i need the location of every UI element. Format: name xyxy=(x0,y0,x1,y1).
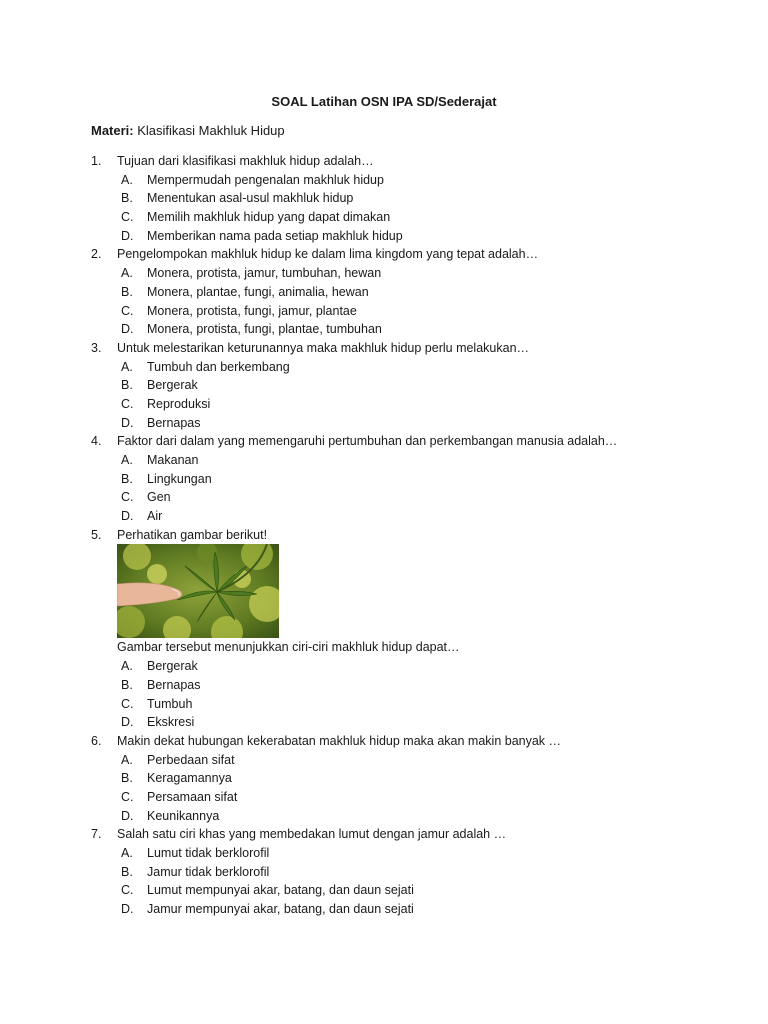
question-6 xyxy=(91,732,711,825)
option-b: B. Keragamannya xyxy=(121,771,232,786)
option-d: D. Jamur mempunyai akar, batang, dan daun sejati xyxy=(121,902,414,917)
question-2 xyxy=(91,245,711,338)
option-c: C. Monera, protista, fungi, jamur, plantae xyxy=(121,303,357,318)
question-caption: Gambar tersebut menunjukkan ciri-ciri makhluk hidup dapat… xyxy=(117,640,460,655)
option-b: B. Monera, plantae, fungi, animalia, hewan xyxy=(121,284,369,299)
question-text: Untuk melestarikan keturunannya maka makhluk hidup perlu melakukan… xyxy=(117,340,530,355)
question-number: 4. xyxy=(91,434,102,449)
option-b: B. Lingkungan xyxy=(121,471,212,486)
leaf-finger-image xyxy=(117,544,279,638)
option-d: D. Ekskresi xyxy=(121,715,195,730)
question-4 xyxy=(91,432,711,525)
question-text: Salah satu ciri khas yang membedakan lumut dengan jamur adalah … xyxy=(117,827,507,842)
question-number: 3. xyxy=(91,340,102,355)
option-b: B. Menentukan asal-usul makhluk hidup xyxy=(121,191,354,206)
question-text: Pengelompokan makhluk hidup ke dalam lima kingdom yang tepat adalah… xyxy=(117,247,539,262)
question-list xyxy=(91,152,711,919)
option-c: C. Lumut mempunyai akar, batang, dan daun sejati xyxy=(121,883,414,898)
option-a: A. Perbedaan sifat xyxy=(121,752,235,767)
page-title: SOAL Latihan OSN IPA SD/Sederajat xyxy=(271,94,497,109)
option-a: A. Bergerak xyxy=(121,659,198,674)
option-c: C. Memilih makhluk hidup yang dapat dimakan xyxy=(121,210,391,225)
option-a: A. Monera, protista, jamur, tumbuhan, hewan xyxy=(121,266,382,281)
question-number: 6. xyxy=(91,733,102,748)
question-text: Tujuan dari klasifikasi makhluk hidup adalah… xyxy=(117,154,374,168)
option-d: D. Bernapas xyxy=(121,415,201,430)
option-a: A. Tumbuh dan berkembang xyxy=(121,359,290,374)
option-b: B. Bernapas xyxy=(121,677,201,692)
option-d: D. Memberikan nama pada setiap makhluk hidup xyxy=(121,228,403,243)
materi-label: Materi: xyxy=(91,123,134,138)
question-1 xyxy=(91,152,711,245)
question-number: 1. xyxy=(91,154,102,168)
option-a: A. Makanan xyxy=(121,453,199,467)
option-b: B. Bergerak xyxy=(121,378,198,393)
option-a: A. Lumut tidak berklorofil xyxy=(121,846,270,860)
question-number: 7. xyxy=(91,827,102,842)
option-d: D. Keunikannya xyxy=(121,808,220,823)
question-7 xyxy=(91,825,711,918)
option-b: B. Jamur tidak berklorofil xyxy=(121,864,270,879)
option-a: A. Mempermudah pengenalan makhluk hidup xyxy=(121,172,384,187)
question-text: Perhatikan gambar berikut! xyxy=(117,527,268,542)
question-5 xyxy=(91,526,711,732)
materi-value: Klasifikasi Makhluk Hidup xyxy=(137,123,285,138)
question-text: Makin dekat hubungan kekerabatan makhluk hidup maka akan makin banyak … xyxy=(117,733,562,748)
option-c: C. Tumbuh xyxy=(121,696,193,711)
option-c: C. Reproduksi xyxy=(121,396,211,411)
question-number: 5. xyxy=(91,527,102,542)
materi-line xyxy=(91,123,285,138)
option-c: C. Persamaan sifat xyxy=(121,789,238,804)
leaf-photo xyxy=(117,544,279,638)
question-number: 2. xyxy=(91,247,102,262)
question-text: Faktor dari dalam yang memengaruhi pertumbuhan dan perkembangan manusia adalah… xyxy=(117,434,618,449)
option-d: D. Air xyxy=(121,509,163,524)
option-c: C. Gen xyxy=(121,490,171,505)
question-3 xyxy=(91,339,711,432)
option-d: D. Monera, protista, fungi, plantae, tumbuhan xyxy=(121,322,382,337)
